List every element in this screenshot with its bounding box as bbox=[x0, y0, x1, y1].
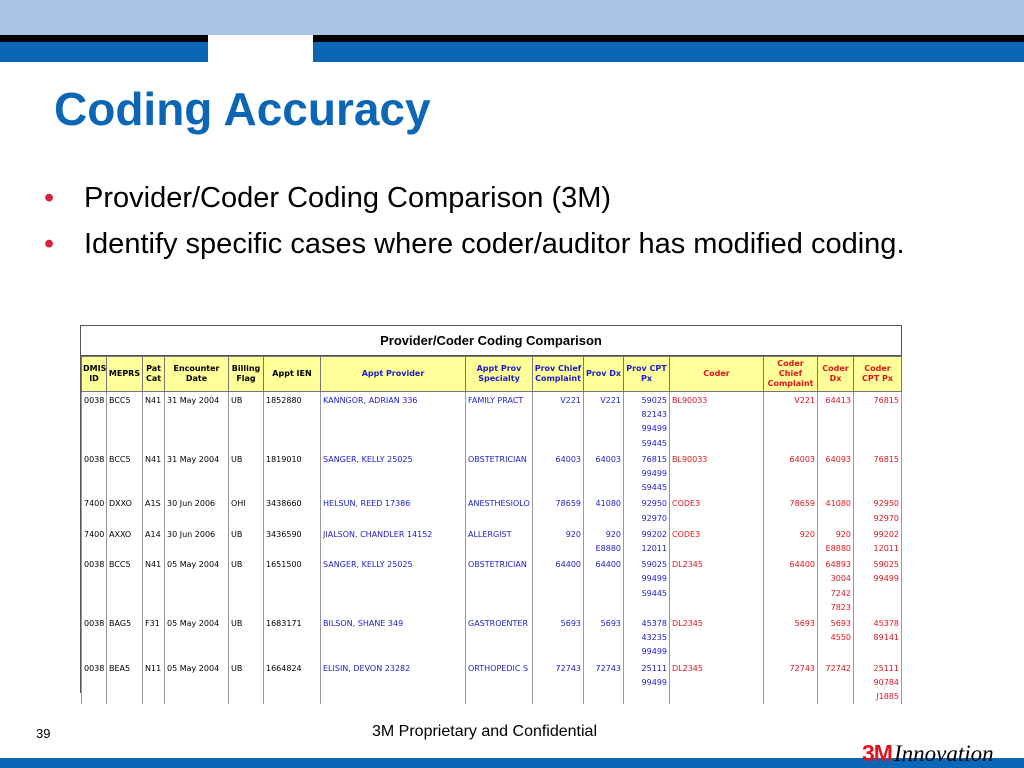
table-cell-prov-cpt bbox=[624, 556, 670, 615]
table-cell-coder-cpt: 76815 bbox=[854, 451, 902, 496]
cell-line: 59025 bbox=[641, 560, 667, 570]
table-cell-coder-dx bbox=[818, 615, 854, 660]
table-cell-coder-dx: 41080 bbox=[818, 495, 854, 525]
table-row bbox=[82, 556, 902, 615]
cell-line: 7823 bbox=[830, 602, 851, 612]
cell-line: S9445 bbox=[641, 483, 667, 493]
table-cell-specialty: FAMILY PRACT bbox=[466, 392, 533, 451]
table-row bbox=[82, 392, 902, 451]
table-cell-meprs: BCC5 bbox=[107, 556, 143, 615]
cell-line: 12011 bbox=[873, 544, 899, 554]
cell-line: 7242 bbox=[830, 588, 851, 598]
table-header-cell: Prov Chief Complaint bbox=[533, 357, 584, 392]
cell-line: 92950 bbox=[641, 499, 667, 509]
cell-line: 59025 bbox=[641, 396, 667, 405]
table-header-cell: MEPRS bbox=[107, 357, 143, 392]
table-cell-coder: CODE3 bbox=[670, 526, 764, 556]
table-cell-ien: 1683171 bbox=[264, 615, 321, 660]
table-header-cell: Prov Dx bbox=[584, 357, 624, 392]
cell-line: 59025 bbox=[873, 560, 899, 570]
table-cell-coder-cpt bbox=[854, 556, 902, 615]
table-cell-coder-cpt bbox=[854, 615, 902, 660]
cell-line: 82143 bbox=[641, 410, 667, 420]
table-cell-dmis: 0038 bbox=[82, 451, 107, 496]
table-cell-prov-cpt bbox=[624, 615, 670, 660]
table-cell-dmis: 0038 bbox=[82, 392, 107, 451]
table-cell-prov-dx: 5693 bbox=[584, 615, 624, 660]
table-cell-patcat: N41 bbox=[143, 392, 165, 451]
table-header-cell: Coder bbox=[670, 357, 764, 392]
table-cell-prov-dx: 72743 bbox=[584, 660, 624, 705]
cell-line: 99499 bbox=[641, 647, 667, 657]
table-cell-coder: CODE3 bbox=[670, 495, 764, 525]
table-cell-prov-cpt bbox=[624, 660, 670, 705]
table-header-cell: Prov CPT Px bbox=[624, 357, 670, 392]
table-cell-patcat: A14 bbox=[143, 526, 165, 556]
table-cell-prov-cc: 920 bbox=[533, 526, 584, 556]
table-cell-date: 31 May 2004 bbox=[165, 451, 229, 496]
table-cell-ien: 1664824 bbox=[264, 660, 321, 705]
table-cell-meprs: BEA5 bbox=[107, 660, 143, 705]
table-header-cell: Coder Chief Complaint bbox=[764, 357, 818, 392]
table-cell-prov-dx: V221 bbox=[584, 392, 624, 451]
table-cell-coder-cc: 920 bbox=[764, 526, 818, 556]
cell-line: 43235 bbox=[641, 633, 667, 643]
slide-title: Coding Accuracy bbox=[54, 83, 431, 135]
cell-line: 99499 bbox=[641, 469, 667, 479]
table-cell-coder-cc: V221 bbox=[764, 392, 818, 451]
header-blue-bar bbox=[0, 42, 208, 62]
cell-line: 12011 bbox=[641, 544, 667, 554]
table-cell-dmis: 7400 bbox=[82, 495, 107, 525]
table-header-cell: Pat Cat bbox=[143, 357, 165, 392]
cell-line: 99499 bbox=[641, 424, 667, 434]
bullet-list bbox=[44, 178, 964, 270]
cell-line: 99202 bbox=[873, 529, 899, 539]
table-cell-dmis: 0038 bbox=[82, 660, 107, 705]
table-cell-meprs: DXXO bbox=[107, 495, 143, 525]
table-row bbox=[82, 615, 902, 660]
cell-line: 45378 bbox=[873, 619, 899, 629]
table-row bbox=[82, 495, 902, 525]
table-header-cell: Appt Provider bbox=[321, 357, 466, 392]
table-cell-specialty: GASTROENTER bbox=[466, 615, 533, 660]
table-cell-prov-dx bbox=[584, 526, 624, 556]
cell-line: 92970 bbox=[873, 513, 899, 523]
table-title: Provider/Coder Coding Comparison bbox=[81, 326, 901, 356]
table-cell-ien: 3436590 bbox=[264, 526, 321, 556]
cell-line: 76815 bbox=[641, 454, 667, 464]
table-cell-ien: 1852880 bbox=[264, 392, 321, 451]
bullet-item bbox=[44, 178, 964, 219]
header-blue-bar bbox=[482, 42, 1024, 62]
cell-line: 920 bbox=[835, 529, 851, 539]
footer-confidential: 3M Proprietary and Confidential bbox=[372, 723, 598, 740]
table-cell-meprs: BAG5 bbox=[107, 615, 143, 660]
table-cell-coder: DL2345 bbox=[670, 660, 764, 705]
table-cell-specialty: ANESTHESIOLO bbox=[466, 495, 533, 525]
table-header-cell: Appt IEN bbox=[264, 357, 321, 392]
table-cell-provider: KANNGOR, ADRIAN 336 bbox=[321, 392, 466, 451]
table-cell-coder-dx: 64413 bbox=[818, 392, 854, 451]
cell-line: 3004 bbox=[830, 574, 851, 584]
cell-line: 92950 bbox=[873, 499, 899, 509]
table-cell-coder-cc: 5693 bbox=[764, 615, 818, 660]
table-cell-billing: UB bbox=[229, 451, 264, 496]
cell-line: 25111 bbox=[641, 663, 667, 673]
table-cell-coder: DL2345 bbox=[670, 615, 764, 660]
brand-3m-logo: 3M bbox=[862, 740, 892, 766]
cell-line: E8880 bbox=[825, 544, 851, 554]
table-cell-dmis: 0038 bbox=[82, 556, 107, 615]
table-cell-provider: ELISIN, DEVON 23282 bbox=[321, 660, 466, 705]
comparison-table-image bbox=[80, 325, 902, 702]
table-row bbox=[82, 526, 902, 556]
header-white-notch bbox=[208, 35, 313, 62]
cell-line: 99499 bbox=[641, 574, 667, 584]
bullet-text: Provider/Coder Coding Comparison (3M) bbox=[84, 182, 612, 214]
page-number: 39 bbox=[36, 726, 51, 741]
table-cell-coder-cc: 72743 bbox=[764, 660, 818, 705]
table-cell-prov-cc: 5693 bbox=[533, 615, 584, 660]
table-header-cell: Coder CPT Px bbox=[854, 357, 902, 392]
table-cell-coder: DL2345 bbox=[670, 556, 764, 615]
table-cell-ien: 1651500 bbox=[264, 556, 321, 615]
table-cell-coder-dx bbox=[818, 526, 854, 556]
table-cell-prov-cc: 78659 bbox=[533, 495, 584, 525]
table-cell-ien: 1819010 bbox=[264, 451, 321, 496]
table-cell-meprs: BCC5 bbox=[107, 451, 143, 496]
table-cell-specialty: OBSTETRICIAN bbox=[466, 556, 533, 615]
cell-line: 4550 bbox=[830, 633, 851, 643]
table-header-row bbox=[82, 357, 902, 392]
table-cell-patcat: N41 bbox=[143, 451, 165, 496]
table-header-cell: Encounter Date bbox=[165, 357, 229, 392]
table-header-cell: DMIS ID bbox=[82, 357, 107, 392]
table-cell-prov-cpt bbox=[624, 392, 670, 451]
table-cell-billing: UB bbox=[229, 526, 264, 556]
cell-line: 99499 bbox=[641, 677, 667, 687]
table-cell-coder-dx: 64093 bbox=[818, 451, 854, 496]
cell-line: 45378 bbox=[641, 619, 667, 629]
table-cell-prov-cpt bbox=[624, 526, 670, 556]
cell-line: 5693 bbox=[830, 619, 851, 629]
table-cell-coder-cpt: 76815 bbox=[854, 392, 902, 451]
brand-logo bbox=[862, 740, 994, 766]
table-cell-provider: HELSUN, REED 17386 bbox=[321, 495, 466, 525]
cell-line: 90784 bbox=[873, 677, 899, 687]
cell-line: S9445 bbox=[641, 438, 667, 448]
header-light-band bbox=[0, 0, 1024, 35]
table-cell-prov-cc: 72743 bbox=[533, 660, 584, 705]
table-cell-ien: 3438660 bbox=[264, 495, 321, 525]
table-cell-coder-dx bbox=[818, 556, 854, 615]
table-cell-date: 30 Jun 2006 bbox=[165, 495, 229, 525]
cell-line: 920 bbox=[605, 529, 621, 539]
table-cell-prov-cc: 64003 bbox=[533, 451, 584, 496]
table-cell-billing: UB bbox=[229, 392, 264, 451]
table-row bbox=[82, 660, 902, 705]
table-cell-coder-cc: 64003 bbox=[764, 451, 818, 496]
table-cell-date: 05 May 2004 bbox=[165, 660, 229, 705]
header-blue-bar bbox=[313, 42, 482, 62]
table-cell-prov-dx: 64003 bbox=[584, 451, 624, 496]
table-cell-billing: UB bbox=[229, 615, 264, 660]
table-cell-date: 05 May 2004 bbox=[165, 556, 229, 615]
table-cell-prov-cpt bbox=[624, 451, 670, 496]
cell-line: 25111 bbox=[873, 663, 899, 673]
brand-tagline: Innovation bbox=[893, 741, 994, 766]
table-header-cell: Coder Dx bbox=[818, 357, 854, 392]
table-cell-coder-cpt bbox=[854, 495, 902, 525]
cell-line: E8880 bbox=[595, 544, 621, 554]
table-cell-specialty: ALLERGIST bbox=[466, 526, 533, 556]
table-cell-dmis: 7400 bbox=[82, 526, 107, 556]
table-row bbox=[82, 451, 902, 496]
table-cell-patcat: N11 bbox=[143, 660, 165, 705]
table-cell-coder-cpt bbox=[854, 526, 902, 556]
table-cell-coder: BL90033 bbox=[670, 451, 764, 496]
table-header-cell: Appt Prov Specialty bbox=[466, 357, 533, 392]
cell-line: 64893 bbox=[825, 560, 851, 570]
table-cell-meprs: BCC5 bbox=[107, 392, 143, 451]
cell-line: 99202 bbox=[641, 529, 667, 539]
table-cell-prov-dx: 41080 bbox=[584, 495, 624, 525]
table-cell-billing: UB bbox=[229, 556, 264, 615]
table-cell-prov-cpt bbox=[624, 495, 670, 525]
header-black-rule bbox=[0, 35, 1024, 42]
table-cell-coder-cc: 78659 bbox=[764, 495, 818, 525]
comparison-table bbox=[81, 356, 902, 704]
table-cell-date: 31 May 2004 bbox=[165, 392, 229, 451]
bullet-text: Identify specific cases where coder/auditor has modified coding. bbox=[84, 228, 905, 260]
table-cell-specialty: OBSTETRICIAN bbox=[466, 451, 533, 496]
table-cell-meprs: AXXO bbox=[107, 526, 143, 556]
table-cell-specialty: ORTHOPEDIC S bbox=[466, 660, 533, 705]
table-cell-provider: BILSON, SHANE 349 bbox=[321, 615, 466, 660]
bullet-item bbox=[44, 224, 964, 265]
table-cell-coder-cpt bbox=[854, 660, 902, 705]
table-cell-coder-cc: 64400 bbox=[764, 556, 818, 615]
cell-line: 92970 bbox=[641, 513, 667, 523]
table-cell-patcat: N41 bbox=[143, 556, 165, 615]
cell-line: J1885 bbox=[876, 692, 899, 702]
table-cell-coder: BL90033 bbox=[670, 392, 764, 451]
bullet-icon: • bbox=[44, 228, 55, 260]
table-cell-billing: UB bbox=[229, 660, 264, 705]
table-cell-prov-dx: 64400 bbox=[584, 556, 624, 615]
table-cell-provider: SANGER, KELLY 25025 bbox=[321, 556, 466, 615]
table-cell-patcat: A1S bbox=[143, 495, 165, 525]
cell-line: S9445 bbox=[641, 588, 667, 598]
table-cell-date: 30 Jun 2006 bbox=[165, 526, 229, 556]
cell-line: 89141 bbox=[873, 633, 899, 643]
table-cell-date: 05 May 2004 bbox=[165, 615, 229, 660]
table-cell-dmis: 0038 bbox=[82, 615, 107, 660]
table-cell-patcat: F31 bbox=[143, 615, 165, 660]
cell-line: 99499 bbox=[873, 574, 899, 584]
table-cell-provider: JIALSON, CHANDLER 14152 bbox=[321, 526, 466, 556]
table-cell-prov-cc: 64400 bbox=[533, 556, 584, 615]
table-cell-prov-cc: V221 bbox=[533, 392, 584, 451]
table-cell-provider: SANGER, KELLY 25025 bbox=[321, 451, 466, 496]
table-header-cell: Billing Flag bbox=[229, 357, 264, 392]
table-cell-coder-dx: 72742 bbox=[818, 660, 854, 705]
bullet-icon: • bbox=[44, 182, 55, 214]
table-cell-billing: OHI bbox=[229, 495, 264, 525]
